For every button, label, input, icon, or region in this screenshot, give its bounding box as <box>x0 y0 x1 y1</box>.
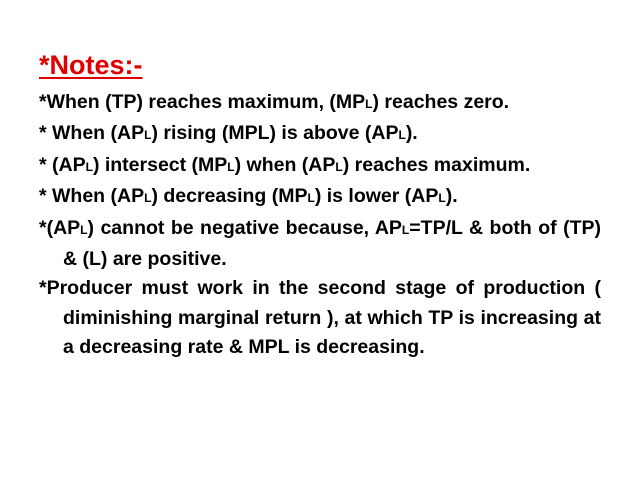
note-text: ) when (AP <box>234 153 336 176</box>
subscript-l: L <box>401 222 410 237</box>
note-item <box>39 274 601 362</box>
notes-title: *Notes:- <box>39 50 143 80</box>
subscript-l: L <box>438 191 446 206</box>
subscript-l: L <box>335 159 343 174</box>
note-text: * (AP <box>39 153 86 176</box>
subscript-l: L <box>144 128 152 143</box>
subscript-l: L <box>227 159 235 174</box>
note-text: ). <box>445 185 458 208</box>
note-text: *(AP <box>39 216 81 239</box>
note-text: ) cannot be negative because, AP <box>87 216 402 239</box>
note-item <box>39 119 601 150</box>
subscript-l: L <box>85 159 93 174</box>
subscript-l: L <box>365 97 373 111</box>
subscript-l: L <box>307 191 315 206</box>
note-text: ). <box>405 122 418 145</box>
subscript-l: L <box>144 191 152 206</box>
note-item <box>39 182 601 213</box>
note-item <box>39 151 601 182</box>
note-text: ) rising (MPL) is above (AP <box>151 122 399 145</box>
subscript-l: L <box>398 128 406 143</box>
note-text: * When (AP <box>39 122 145 145</box>
notes-list <box>39 88 601 363</box>
note-text: ) is lower (AP <box>314 185 439 208</box>
note-text: =TP/L & both of (TP) & (L) are positive. <box>63 216 601 271</box>
note-item <box>39 214 601 275</box>
subscript-l: L <box>80 222 88 237</box>
note-text: ) reaches maximum. <box>342 153 531 176</box>
note-text: ) reaches zero. <box>372 91 510 113</box>
note-text: ) intersect (MP <box>92 153 228 176</box>
note-text: *Producer must work in the second stage of production ( diminishing marginal return ), at which TP is increasing at a decreasing rate & MPL is decreasing. <box>39 277 601 359</box>
note-text: ) decreasing (MP <box>151 185 308 208</box>
note-item <box>39 88 601 119</box>
note-text: *When (TP) reaches maximum, (MP <box>39 91 366 113</box>
note-text: * When (AP <box>39 185 145 208</box>
